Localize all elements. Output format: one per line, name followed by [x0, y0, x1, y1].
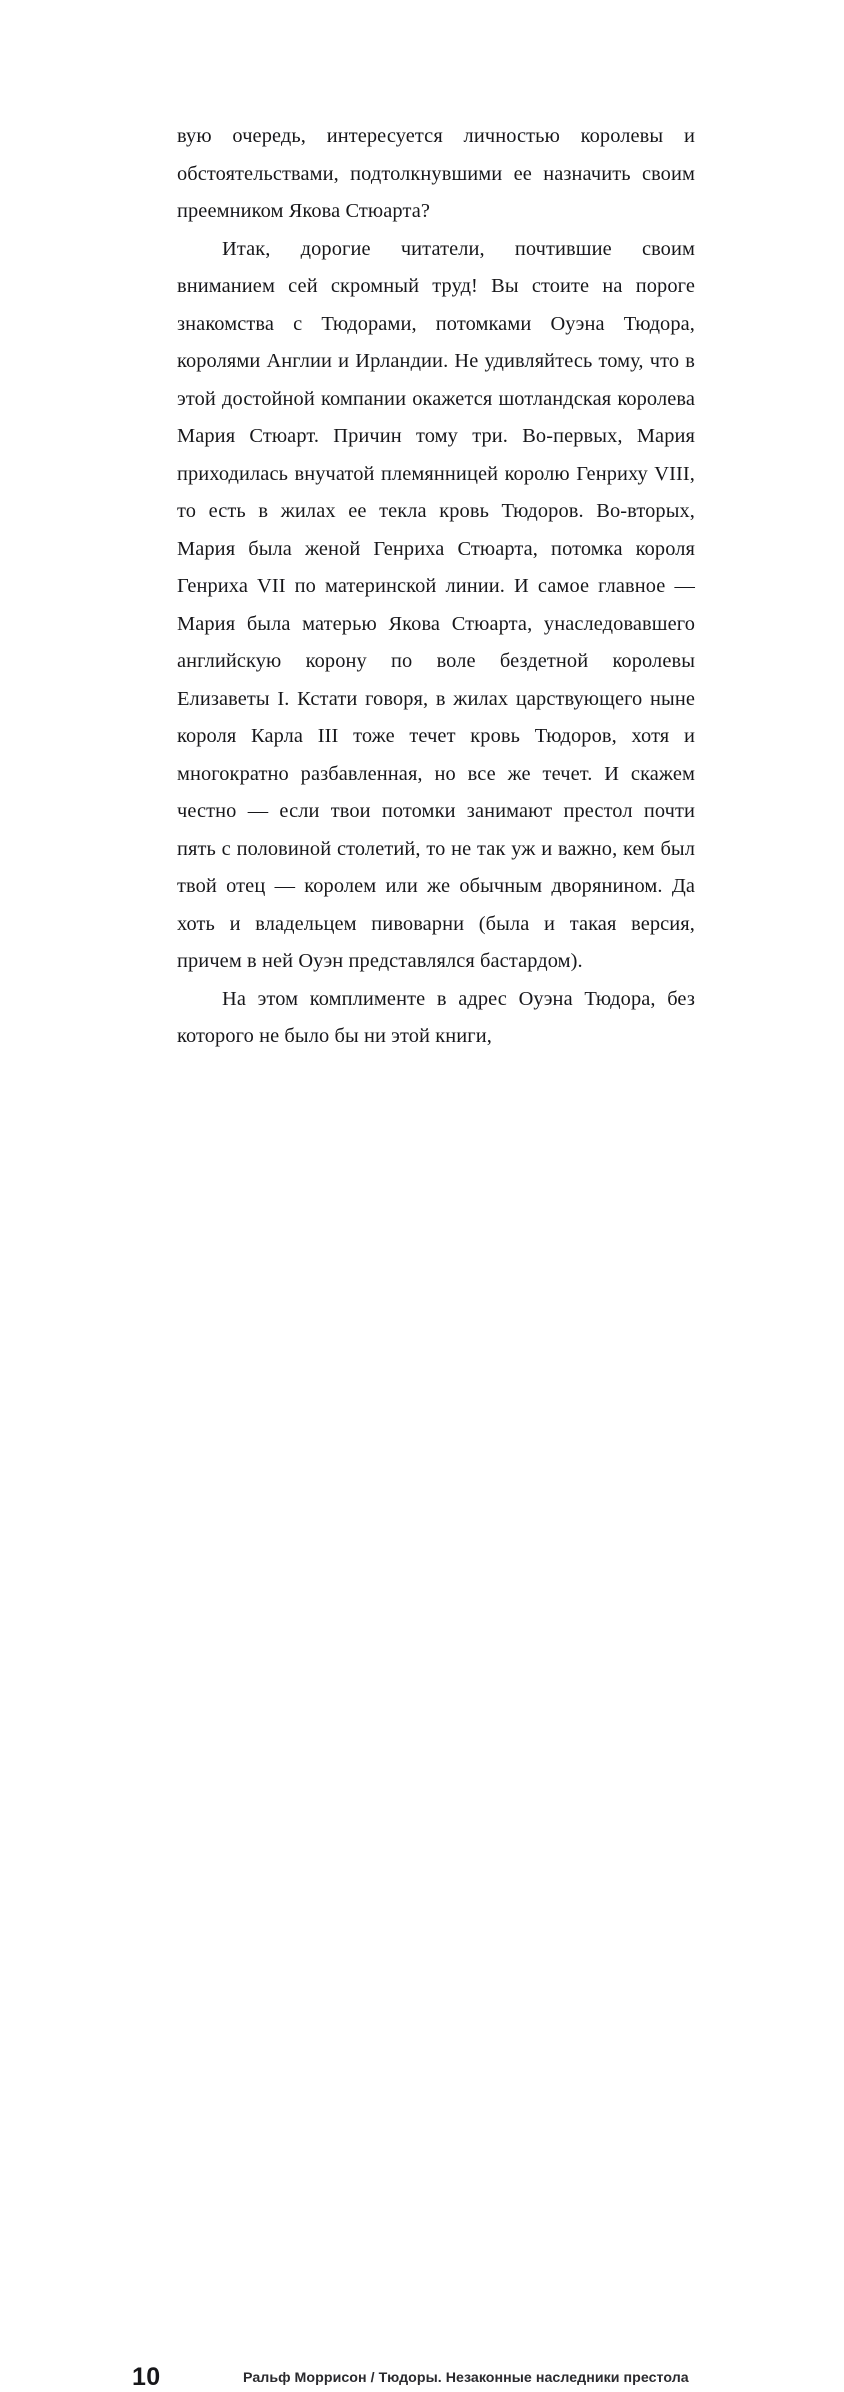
page-footer — [0, 1180, 844, 2391]
page-number: 10 — [132, 2363, 161, 2391]
body-text-column — [177, 118, 695, 1056]
paragraph: Итак, дорогие читатели, почтившие своим вниманием сей скромный труд! Вы стоите на пороге знакомства с Тюдорами, потомками Оуэна Тюдора, королями Англии и Ирландии. Не удивляйтесь тому, что в этой достойной компании окажется шотландская королева Мария Стюарт. Причин тому три. Во-первых, Мария приходилась внучатой племянницей королю Генриху VIII, то есть в жилах ее текла кровь Тюдоров. Во-вторых, Мария была женой Генриха Стюарта, потомка короля Генриха VII по материнской линии. И самое главное — Мария была матерью Якова Стюарта, унаследовавшего английскую корону по воле бездетной королевы Елизаветы I. Кстати говоря, в жилах царствующего ныне короля Карла III тоже течет кровь Тюдоров, хотя и многократно разбавленная, но все же течет. И скажем честно — если твои потомки занимают престол почти пять с половиной столетий, то не так уж и важно, кем был твой отец — королем или же обычным дворянином. Да хоть и владельцем пивоварни (была и такая версия, причем в ней Оуэн представлялся бастардом). — [177, 237, 695, 972]
paragraph: На этом комплименте в адрес Оуэна Тюдора, без которого не было бы ни этой книги, — [177, 987, 695, 1047]
running-head: Ральф Моррисон / Тюдоры. Незаконные наследники престола — [243, 2370, 689, 2386]
paragraph: вую очередь, интересуется личностью королевы и обстоятельствами, подтолкнувшими ее назначить своим преемником Якова Стюарта? — [177, 125, 695, 222]
